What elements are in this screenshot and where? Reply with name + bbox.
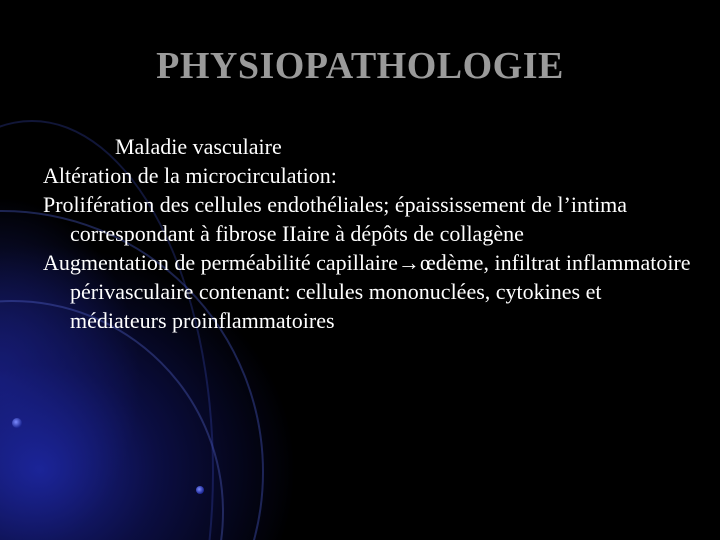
arrow-icon: → bbox=[397, 250, 420, 275]
decorative-dot bbox=[12, 418, 22, 428]
bullet-line-1: Altération de la microcirculation: bbox=[43, 163, 337, 188]
subtitle: Maladie vasculaire bbox=[115, 134, 282, 159]
bullet-paragraph-1: Prolifération des cellules endothéliales; épaississement de l’intima correspondant à fibrose IIaire à dépôts de collagène bbox=[43, 192, 628, 246]
slide-title: PHYSIOPATHOLOGIE bbox=[156, 45, 564, 87]
decorative-dot bbox=[196, 486, 204, 494]
paragraph-2-start: Augmentation de perméabilité capillaire bbox=[43, 250, 398, 275]
paragraph-2-end: œdème, infiltrat inflammatoire périvasculaire contenant: cellules mononuclées, cytokines et médiateurs proinflammatoires bbox=[70, 250, 691, 333]
bullet-paragraph-2 bbox=[43, 248, 703, 335]
slide-body bbox=[43, 132, 703, 335]
